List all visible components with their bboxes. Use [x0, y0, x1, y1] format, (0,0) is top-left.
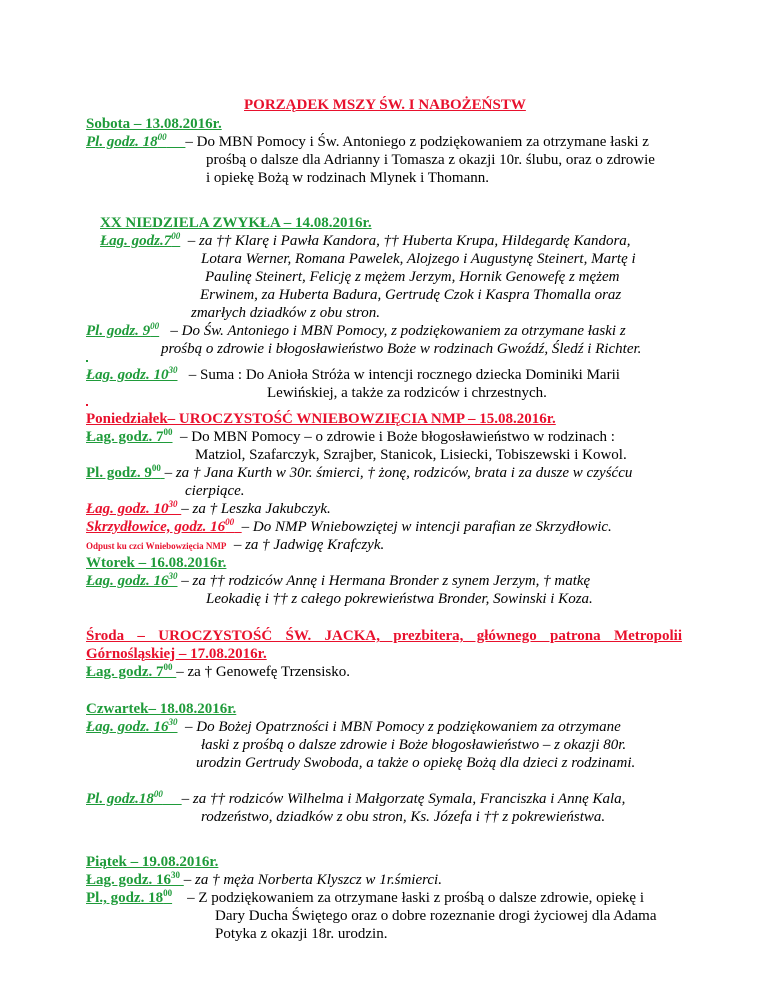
day-heading-monday: Poniedziałek– UROCZYSTOŚĆ WNIEBOWZIĘCIA NMP – 15.08.2016r.	[86, 411, 556, 427]
mass-time-label: Łag. godz. $10^{30}$	[86, 365, 178, 383]
mass-entry-friday-1	[86, 871, 442, 889]
mass-entry-sunday-1	[100, 232, 631, 250]
mass-intention-line: Paulinę Steinert, Felicję z mężem Jerzym, Hornik Genowefę z mężem	[205, 269, 620, 285]
page-title: PORZĄDEK MSZY ŚW. I NABOŻEŃSTW	[244, 97, 526, 113]
mass-intention-line: Potyka z okazji 18r. urodzin.	[215, 926, 388, 942]
mass-entry-monday-2	[86, 464, 632, 482]
mass-entry-monday-3	[86, 500, 331, 518]
mass-intention: – Suma : Do Anioła Stróża w intencji rocznego dziecka Dominiki Marii	[188, 367, 620, 383]
day-heading-thursday: Czwartek– 18.08.2016r.	[86, 701, 237, 717]
mass-entry-wednesday-1	[86, 663, 350, 681]
mass-intention-line: łaski z prośbą o dalsze zdrowie i Boże błogosławieństwo – z okazji 80r.	[201, 737, 627, 753]
mass-time-label: Łag. godz. $7^{00}$	[86, 662, 173, 680]
day-heading-tuesday: Wtorek – 16.08.2016r.	[86, 555, 227, 571]
mass-intention-line: urodzin Gertrudy Swoboda, a także o opiekę Bożą dla dzieci z rodzinami.	[196, 755, 636, 771]
mass-intention: – Z podziękowaniem za otrzymane łaski z prośbą o dalsze zdrowie, opiekę i	[187, 890, 645, 906]
indulgence-label: Odpust ku czci Wniebowzięcia NMP	[86, 541, 227, 551]
mass-intention-line: prośbą o zdrowie i błogosławieństwo Boże w rodzinach Gwoźdź, Śledź i Richter.	[161, 341, 642, 357]
mass-entry-sunday-2	[86, 322, 626, 340]
mass-intention: – Do MBN Pomocy i Św. Antoniego z podziękowaniem za otrzymane łaski z	[185, 134, 649, 150]
mass-time-label: Łag. godz. $10^{30}$	[86, 499, 178, 517]
mass-entry-saturday-1	[86, 133, 649, 151]
mass-time-label: Łag. godz. $16^{30}$	[86, 870, 181, 888]
day-heading-wednesday-line2: Górnośląskiej – 17.08.2016r.	[86, 646, 267, 662]
mass-time-label: Pl. godz. $18^{00}$	[86, 132, 167, 150]
mass-time-label: Łag. godz. $16^{30}$	[86, 571, 178, 589]
mass-intention-line: Lewińskiej, a także za rodziców i chrzestnych.	[267, 385, 547, 401]
mass-entry-monday-1	[86, 428, 615, 446]
mass-entry-thursday-1	[86, 718, 621, 736]
mass-intention: – za † Leszka Jakubczyk.	[181, 501, 331, 517]
mass-intention-line: zmarłych dziadków z obu stron.	[191, 305, 381, 321]
mass-entry-thursday-2	[86, 790, 625, 808]
mass-intention: – za † Jadwigę Krafczyk.	[233, 537, 385, 553]
mass-intention: – za † Jana Kurth w 30r. śmierci, † żonę, rodziców, brata i za dusze w czyśćcu	[164, 465, 633, 481]
mass-entry-friday-2	[86, 889, 644, 907]
mass-entry-monday-4	[86, 518, 612, 536]
day-heading-sunday: XX NIEDZIELA ZWYKŁA – 14.08.2016r.	[100, 215, 372, 231]
mass-intention-line: Matziol, Szafarczyk, Szrajber, Stanicok, Lisiecki, Tobiszewski i Kowol.	[195, 447, 627, 463]
mass-entry-sunday-3	[86, 366, 620, 384]
mass-entry-monday-5	[86, 536, 384, 555]
mass-time-label: Pl. godz. $9^{00}$	[86, 463, 161, 481]
mass-time-label: Łag. godz. $7^{00}$	[86, 427, 173, 445]
mass-intention-line: cierpiące.	[185, 483, 245, 499]
day-heading-saturday: Sobota – 13.08.2016r.	[86, 116, 222, 132]
mass-intention-line: Lotara Werner, Romana Pawelek, Alojzego i Augustynę Steinert, Martę i	[201, 251, 636, 267]
mass-intention: – za †† rodziców Annę i Hermana Bronder z synem Jerzym, † matkę	[181, 573, 591, 589]
mass-intention: – Do Bożej Opatrzności i MBN Pomocy z podziękowaniem za otrzymane	[185, 719, 621, 735]
mass-time-label: Łag. $godz.7^{00}$	[100, 231, 181, 249]
mass-intention-line: Erwinem, za Huberta Badura, Gertrudę Czok i Kaspra Thomalla oraz	[200, 287, 622, 303]
day-heading-friday: Piątek – 19.08.2016r.	[86, 854, 219, 870]
mass-time-label: Pl., godz. $18^{00}$	[86, 888, 173, 906]
mass-time-label: Pl. godz. $9^{00}$	[86, 321, 160, 339]
mass-intention: – Do NMP Wniebowziętej w intencji parafian ze Skrzydłowic.	[241, 519, 612, 535]
mass-intention: – za †† rodziców Wilhelma i Małgorzatę Symala, Franciszka i Annę Kala,	[181, 791, 626, 807]
mass-intention: – Do Św. Antoniego i MBN Pomocy, z podziękowaniem za otrzymane łaski z	[170, 323, 626, 339]
decorative-dot	[86, 360, 88, 362]
mass-time-label: Pl. $godz.18^{00}$	[86, 789, 163, 807]
mass-intention-line: i opiekę Bożą w rodzinach Mlynek i Thomann.	[206, 170, 489, 186]
mass-intention-line: rodzeństwo, dziadków z obu stron, Ks. Józefa i †† z pokrewieństwa.	[201, 809, 606, 825]
mass-intention: – za †† Klarę i Pawła Kandora, †† Huberta Krupa, Hildegardę Kandora,	[187, 233, 631, 249]
mass-entry-tuesday-1	[86, 572, 590, 590]
mass-intention-line: Dary Ducha Świętego oraz o dobre rozeznanie drogi życiowej dla Adama	[215, 908, 657, 924]
day-heading-wednesday: Środa – UROCZYSTOŚĆ ŚW. JACKA, prezbitera, głównego patrona Metropolii	[86, 628, 682, 644]
mass-intention: – za † męża Norberta Klyszcz w 1r.śmierci.	[183, 872, 442, 888]
mass-time-label: Łag. godz. $16^{30}$	[86, 717, 178, 735]
mass-intention-line: Leokadię i †† z całego pokrewieństwa Bronder, Sowinski i Koza.	[206, 591, 593, 607]
mass-intention: – za † Genowefę Trzensisko.	[176, 664, 350, 680]
mass-time-label: Skrzydłowice, godz. $16^{00}$	[86, 517, 235, 535]
mass-intention: – Do MBN Pomocy – o zdrowie i Boże błogosławieństwo w rodzinach :	[180, 429, 615, 445]
mass-intention-line: prośbą o dalsze dla Adrianny i Tomasza z okazji 10r. ślubu, oraz o zdrowie	[206, 152, 655, 168]
decorative-dot	[86, 404, 88, 406]
